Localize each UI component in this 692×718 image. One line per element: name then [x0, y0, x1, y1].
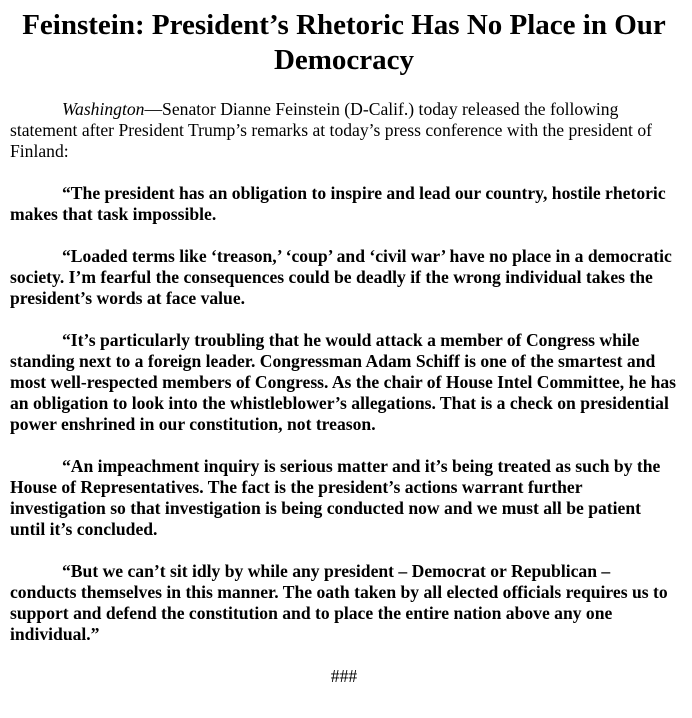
quote-paragraph-3: “It’s particularly troubling that he would attack a member of Congress while standing next to a foreign leader. Congressman Adam Schiff is one of the smartest and most well-respected members of Congress. As the chair of House Intel Committee, he has an obligation to look into the whistleblower’s allegations. That is a check on presidential power enshrined in our constitution, not treason.: [10, 330, 677, 434]
quote-paragraph-2: “Loaded terms like ‘treason,’ ‘coup’ and ‘civil war’ have no place in a democratic society. I’m fearful the consequences could be deadly if the wrong individual takes the president’s words at face value.: [10, 246, 672, 308]
dateline: Washington: [62, 99, 145, 119]
end-mark: ###: [330, 666, 358, 686]
lead-text: —Senator Dianne Feinstein (D-Calif.) today released the following statement after President Trump’s remarks at today’s press conference with the president of Finland:: [10, 99, 652, 161]
quote-paragraph-5: “But we can’t sit idly by while any president – Democrat or Republican – conducts themselves in this manner. The oath taken by all elected officials requires us to support and defend the constitution and to place the entire nation above any one individual.”: [10, 561, 668, 644]
quote-paragraph-4: “An impeachment inquiry is serious matter and it’s being treated as such by the House of Representatives. The fact is the president’s actions warrant further investigation so that investigation is being conducted now and we must all be patient until it’s concluded.: [10, 456, 661, 539]
lead-paragraph: [10, 99, 678, 162]
quote-paragraph-1: “The president has an obligation to inspire and lead our country, hostile rhetoric makes that task impossible.: [10, 183, 666, 224]
press-release-title: Feinstein: President’s Rhetoric Has No Place in Our Democracy: [22, 9, 666, 76]
